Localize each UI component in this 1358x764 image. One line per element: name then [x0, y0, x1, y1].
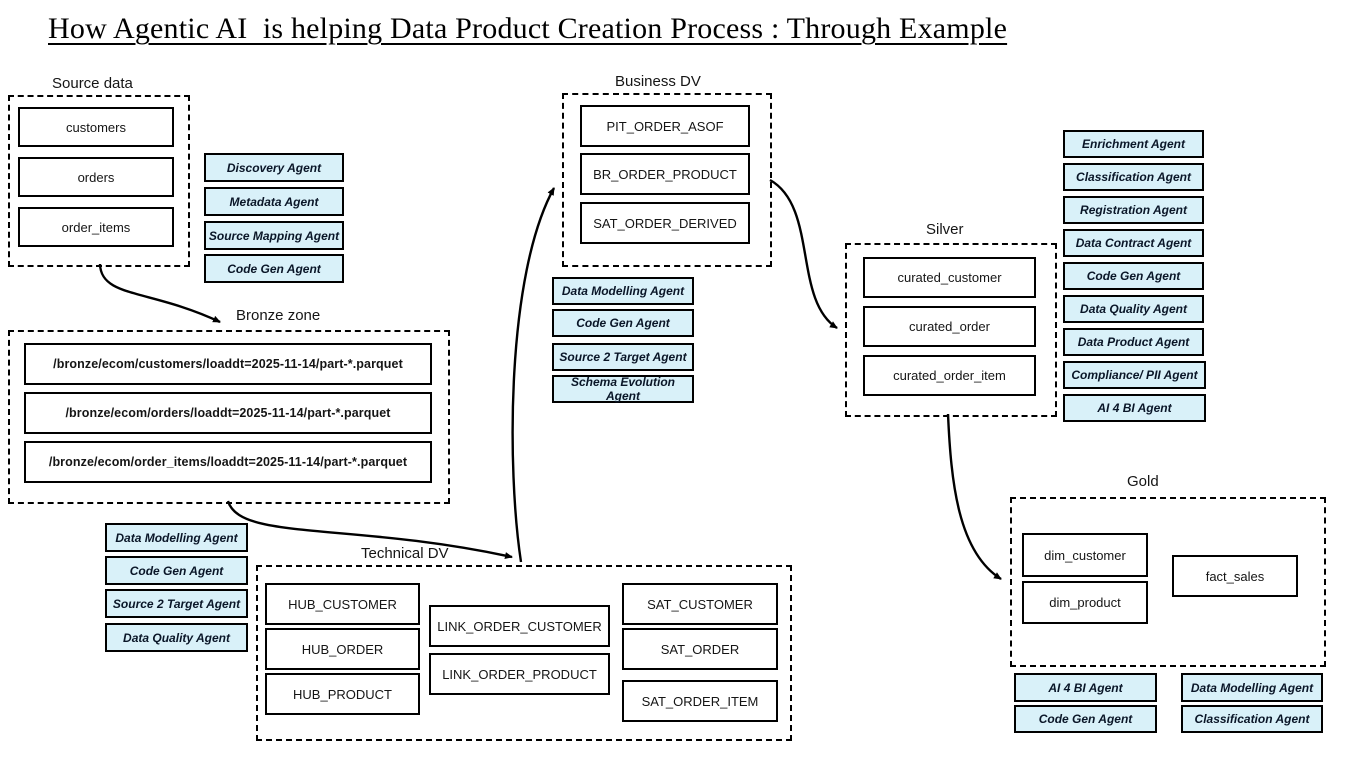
agent-source-2-target-bronze: Source 2 Target Agent [105, 589, 248, 618]
node-hub-product: HUB_PRODUCT [265, 673, 420, 715]
technical-dv-label: Technical DV [361, 545, 449, 562]
gold-label: Gold [1127, 473, 1159, 490]
silver-label: Silver [926, 221, 964, 238]
bronze-zone-label: Bronze zone [236, 307, 321, 324]
bronze-path-orders: /bronze/ecom/orders/loaddt=2025-11-14/part-*.parquet [24, 392, 432, 434]
node-br-order-product: BR_ORDER_PRODUCT [580, 153, 750, 195]
node-hub-order: HUB_ORDER [265, 628, 420, 670]
agent-classification: Classification Agent [1063, 163, 1204, 191]
agent-ai-4-bi-gold: AI 4 BI Agent [1014, 673, 1157, 702]
agent-data-contract: Data Contract Agent [1063, 229, 1204, 257]
agent-source-mapping: Source Mapping Agent [204, 221, 344, 250]
arrow-source-to-bronze [100, 264, 220, 322]
node-curated-order: curated_order [863, 306, 1036, 347]
source-table-customers: customers [18, 107, 174, 147]
agent-code-gen-business: Code Gen Agent [552, 309, 694, 337]
arrow-technical-to-business [513, 188, 554, 562]
node-dim-customer: dim_customer [1022, 533, 1148, 577]
page-title: How Agentic AI is helping Data Product Creation Process : Through Example [48, 12, 1008, 45]
business-dv-label: Business DV [615, 73, 701, 90]
agent-schema-evolution: Schema Evolution Agent [552, 375, 694, 403]
node-link-order-product: LINK_ORDER_PRODUCT [429, 653, 610, 695]
agent-code-gen-bronze: Code Gen Agent [105, 556, 248, 585]
agent-metadata: Metadata Agent [204, 187, 344, 216]
source-data-label: Source data [52, 75, 133, 92]
agent-data-quality-silver: Data Quality Agent [1063, 295, 1204, 323]
agent-code-gen-source: Code Gen Agent [204, 254, 344, 283]
agent-ai-4-bi-silver: AI 4 BI Agent [1063, 394, 1206, 422]
agent-data-modelling-business: Data Modelling Agent [552, 277, 694, 305]
node-dim-product: dim_product [1022, 581, 1148, 624]
node-link-order-customer: LINK_ORDER_CUSTOMER [429, 605, 610, 647]
agent-compliance-pii: Compliance/ PII Agent [1063, 361, 1206, 389]
node-sat-order-item: SAT_ORDER_ITEM [622, 680, 778, 722]
source-table-orders: orders [18, 157, 174, 197]
node-fact-sales: fact_sales [1172, 555, 1298, 597]
agent-code-gen-gold: Code Gen Agent [1014, 705, 1157, 733]
node-sat-order: SAT_ORDER [622, 628, 778, 670]
agent-data-modelling-bronze: Data Modelling Agent [105, 523, 248, 552]
agent-registration: Registration Agent [1063, 196, 1204, 224]
source-table-order-items: order_items [18, 207, 174, 247]
agent-classification-gold: Classification Agent [1181, 705, 1323, 733]
node-pit-order-asof: PIT_ORDER_ASOF [580, 105, 750, 147]
arrow-silver-to-gold [948, 414, 1001, 579]
node-hub-customer: HUB_CUSTOMER [265, 583, 420, 625]
arrow-business-to-silver [770, 180, 837, 328]
agent-enrichment: Enrichment Agent [1063, 130, 1204, 158]
node-curated-customer: curated_customer [863, 257, 1036, 298]
node-curated-order-item: curated_order_item [863, 355, 1036, 396]
node-sat-order-derived: SAT_ORDER_DERIVED [580, 202, 750, 244]
agent-data-modelling-gold: Data Modelling Agent [1181, 673, 1323, 702]
agent-data-quality-bronze: Data Quality Agent [105, 623, 248, 652]
agent-data-product: Data Product Agent [1063, 328, 1204, 356]
bronze-path-order-items: /bronze/ecom/order_items/loaddt=2025-11-14/part-*.parquet [24, 441, 432, 483]
agent-source-2-target-business: Source 2 Target Agent [552, 343, 694, 371]
node-sat-customer: SAT_CUSTOMER [622, 583, 778, 625]
agent-discovery: Discovery Agent [204, 153, 344, 182]
agent-code-gen-silver: Code Gen Agent [1063, 262, 1204, 290]
bronze-path-customers: /bronze/ecom/customers/loaddt=2025-11-14/part-*.parquet [24, 343, 432, 385]
